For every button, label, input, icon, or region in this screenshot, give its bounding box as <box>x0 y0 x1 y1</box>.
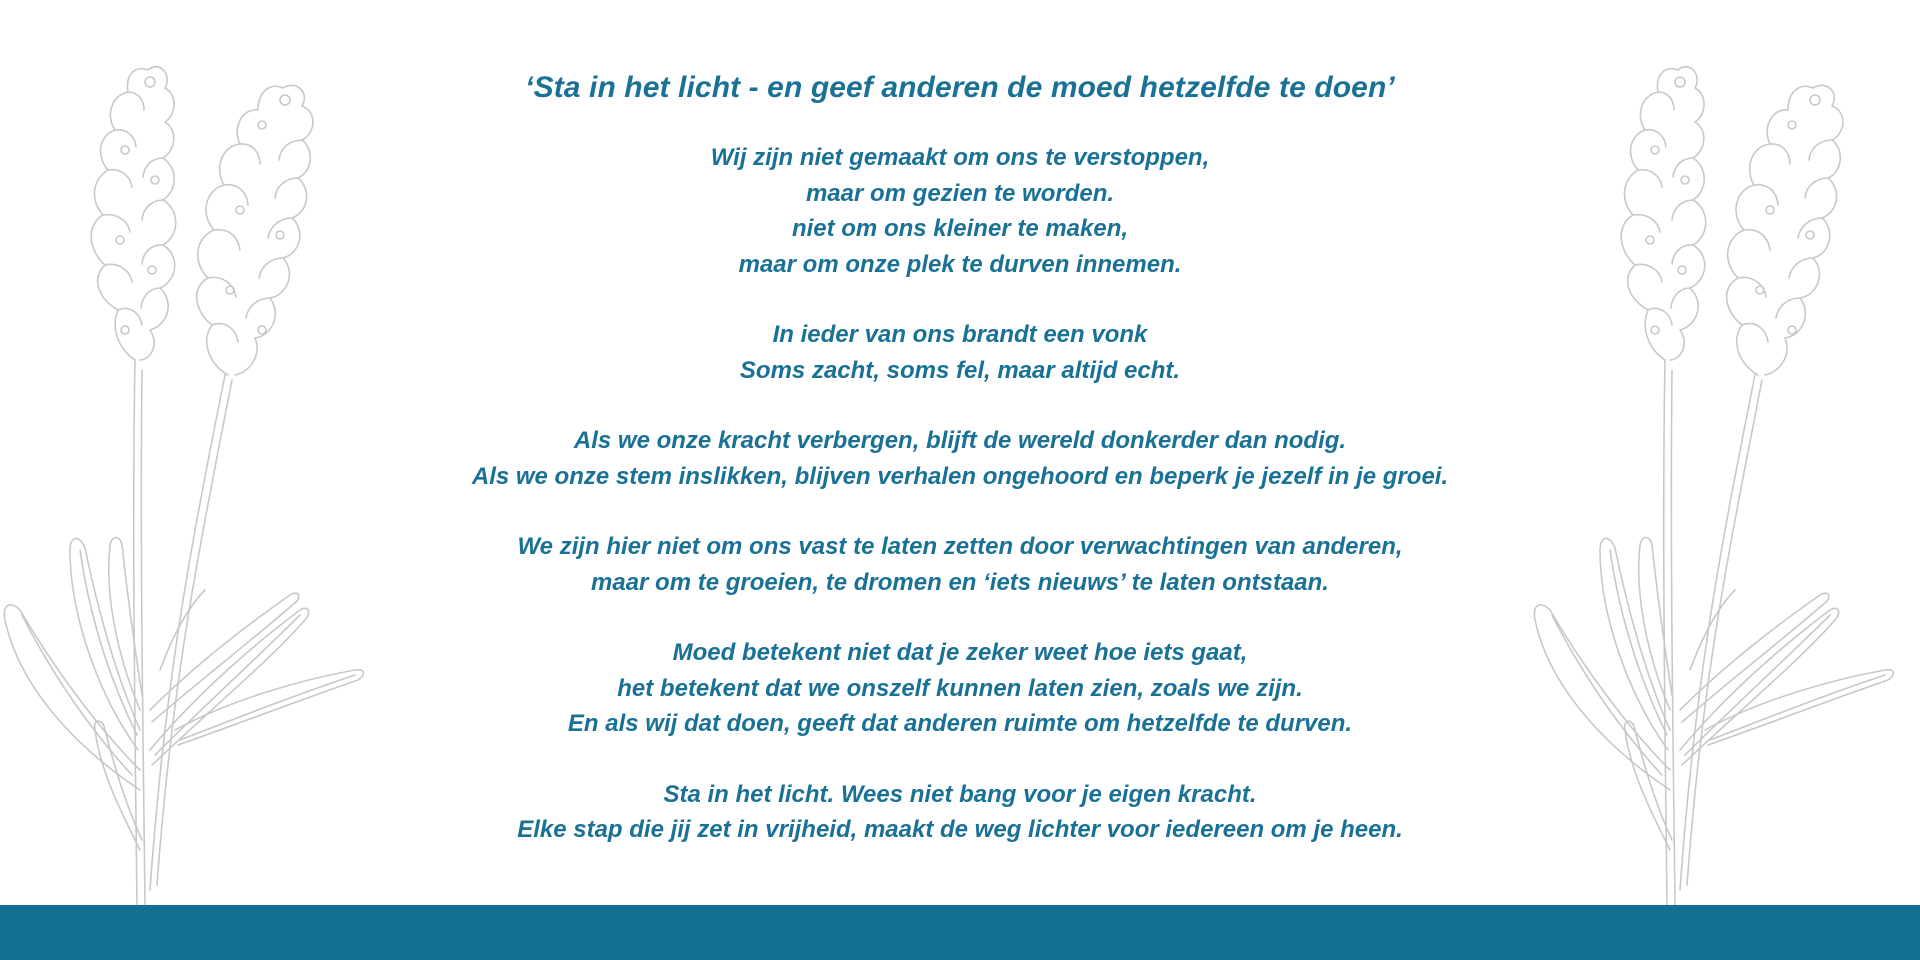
poem-line: Wij zijn niet gemaakt om ons te verstoppen, <box>710 144 1210 171</box>
stanza-5 <box>360 635 1560 742</box>
poem-line: niet om ons kleiner te maken, <box>791 215 1129 242</box>
lavender-illustration-left <box>0 30 370 910</box>
stanza-1 <box>360 140 1560 282</box>
poem-line: Elke stap die jij zet in vrijheid, maakt de weg lichter voor iedereen om je heen. <box>517 816 1403 843</box>
poem-line: maar om gezien te worden. <box>805 179 1115 207</box>
poem-line: Moed betekent niet dat je zeker weet hoe iets gaat, <box>672 639 1248 666</box>
poem-line: Sta in het licht. Wees niet bang voor je eigen kracht. <box>663 780 1257 808</box>
stanza-4 <box>360 529 1560 600</box>
poem-line: En als wij dat doen, geeft dat anderen ruimte om hetzelfde te durven. <box>567 710 1353 737</box>
poem-line: Als we onze kracht verbergen, blijft de wereld donkerder dan nodig. <box>573 427 1347 454</box>
poem-line: maar om onze plek te durven innemen. <box>738 250 1182 278</box>
stanza-3 <box>360 423 1560 494</box>
poem-line: maar om te groeien, te dromen en ‘iets nieuws’ te laten ontstaan. <box>591 568 1329 596</box>
poem-title: ‘Sta in het licht - en geef anderen de moed hetzelfde te doen’ <box>525 71 1395 104</box>
lavender-illustration-right <box>1530 30 1900 910</box>
stanza-6 <box>360 777 1560 848</box>
poem <box>360 68 1560 883</box>
poem-line: Als we onze stem inslikken, blijven verhalen ongehoord en beperk je jezelf in je groei. <box>471 462 1449 490</box>
footer-band <box>0 905 1920 960</box>
poem-line: Soms zacht, soms fel, maar altijd echt. <box>739 356 1181 384</box>
lavender-sprig-icon <box>1530 30 1900 910</box>
stanza-2 <box>360 317 1560 388</box>
poem-line: In ieder van ons brandt een vonk <box>772 321 1148 348</box>
poem-line: We zijn hier niet om ons vast te laten zetten door verwachtingen van anderen, <box>517 533 1403 560</box>
lavender-sprig-icon <box>0 30 370 910</box>
poem-line: het betekent dat we onszelf kunnen laten zien, zoals we zijn. <box>617 674 1303 702</box>
